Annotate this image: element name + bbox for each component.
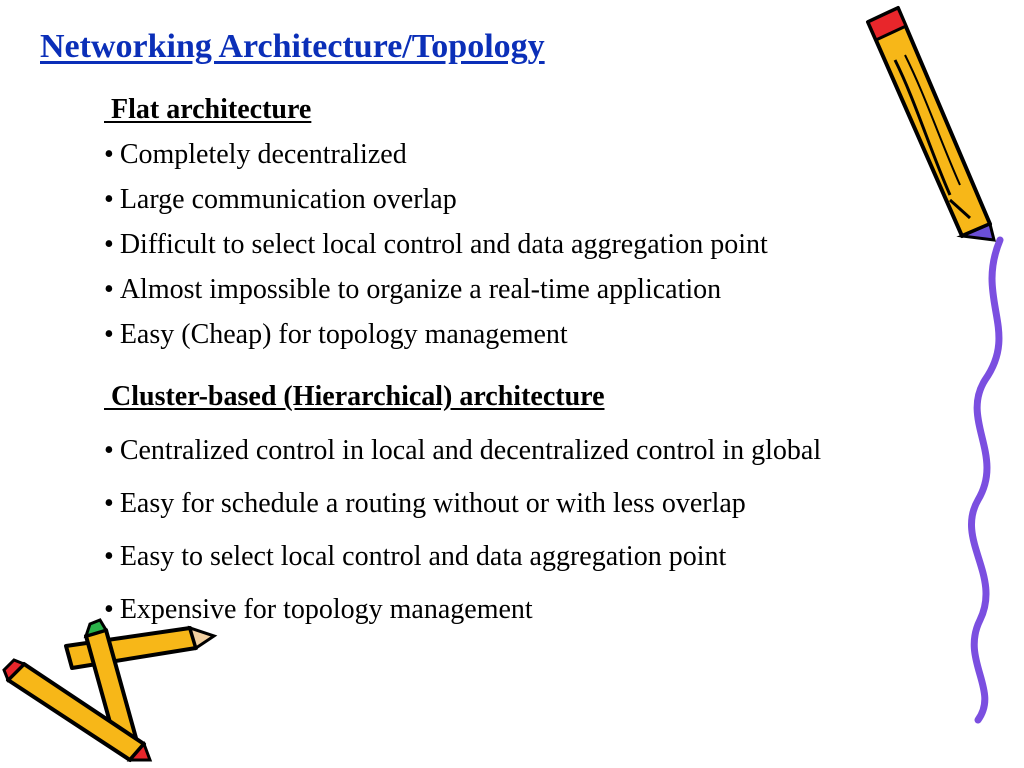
bullet-icon: • [104,274,114,305]
bullet-item [104,274,721,306]
bullet-text: Completely decentralized [119,139,407,170]
bullet-item [104,594,533,626]
bullet-text: Easy for schedule a routing without or with less overlap [119,488,746,519]
bullet-text: Easy to select local control and data aggregation point [119,541,727,572]
bullet-icon: • [104,229,114,260]
slide-title: Networking Architecture/Topology [40,28,545,65]
bullet-text: Difficult to select local control and data aggregation point [119,229,768,260]
bullet-icon: • [104,594,114,625]
bullet-icon: • [104,184,114,215]
section-heading-cluster: Cluster-based (Hierarchical) architecture [104,381,605,412]
bullet-item [104,319,568,351]
bullet-icon: • [104,488,114,519]
bullet-item [104,488,746,520]
wavy-line [971,240,1000,720]
bullet-item [104,541,726,573]
bullet-icon: • [104,319,114,350]
bullet-text: Centralized control in local and decentralized control in global [119,435,822,466]
bullet-item [104,139,407,171]
bullet-text: Large communication overlap [119,184,457,215]
pencil-icon [868,8,994,240]
section-heading-flat: Flat architecture [104,94,312,125]
bullet-text: Easy (Cheap) for topology management [119,319,568,350]
bullet-icon: • [104,139,114,170]
bullet-icon: • [104,435,114,466]
pencils-icon [4,620,214,760]
bullet-text: Almost impossible to organize a real-time application [119,274,722,305]
bullet-item [104,435,821,467]
bullet-item [104,184,457,216]
bullet-item [104,229,768,261]
bullet-text: Expensive for topology management [119,594,533,625]
bullet-icon: • [104,541,114,572]
